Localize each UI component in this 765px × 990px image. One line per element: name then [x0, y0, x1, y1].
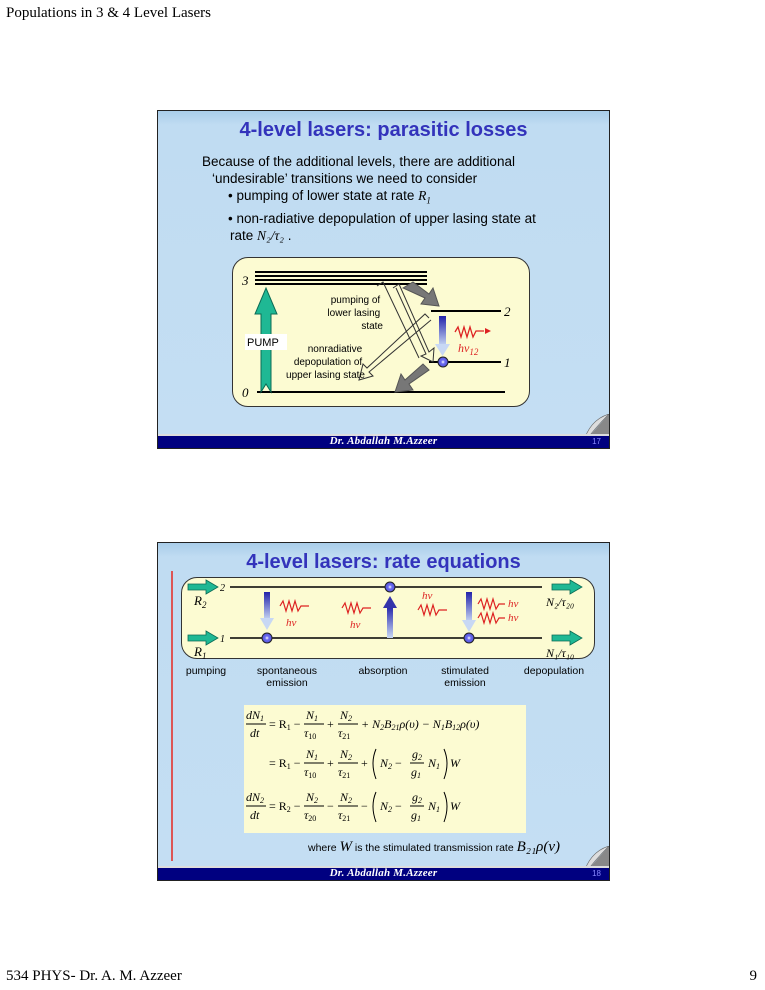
atom-icon: [438, 357, 448, 367]
bullet-text: .: [284, 227, 292, 243]
svg-text:τ21: τ21: [338, 808, 351, 823]
note-text: where: [308, 842, 340, 854]
bullet-text: • pumping of lower state at rate: [228, 188, 419, 203]
bullet-continuation: [202, 227, 602, 244]
svg-text:τ10: τ10: [304, 726, 317, 741]
svg-text:dN1: dN1: [246, 708, 265, 723]
slide-number: 18: [592, 869, 601, 878]
page-header: Populations in 3 & 4 Level Lasers: [6, 5, 211, 21]
photon-wave-icon: [478, 599, 505, 609]
svg-text:g2: g2: [412, 747, 422, 762]
level-3-lines: [255, 272, 427, 284]
svg-text:g1: g1: [411, 765, 421, 780]
bullet-item: [202, 187, 602, 210]
math-expr: B₂₁ρ(ν): [516, 839, 561, 855]
annotation-nonradiative: nonradiative depopulation of upper lasing state: [286, 344, 365, 381]
slide-title: 4-level lasers: rate equations: [246, 551, 521, 573]
down-arrow-icon: [462, 620, 476, 632]
pump-arrow-icon: [188, 631, 218, 645]
body-line: ‘undesirable’ transitions we need to consider: [212, 171, 478, 186]
footer-author: Dr. Abdallah M.Azzeer: [329, 867, 438, 879]
level-label: 1: [504, 355, 511, 370]
annotation-pumping-lower: pumping of lower lasing state: [327, 295, 383, 332]
photon-label: hν: [350, 619, 361, 631]
svg-text:N2 −: N2 −: [380, 756, 402, 771]
depopulation-arrow-icon: [552, 580, 582, 594]
svg-text:N1: N1: [306, 747, 319, 762]
svg-text:N2: N2: [340, 708, 353, 723]
slide-footer: [158, 434, 609, 448]
photon-wave-icon: [342, 603, 371, 613]
body-line: Because of the additional levels, there are additional: [202, 154, 515, 169]
svg-text:dt: dt: [250, 726, 260, 740]
energy-level-svg: [233, 258, 531, 408]
svg-text:N1: N1: [428, 799, 441, 814]
svg-text:N2: N2: [340, 747, 353, 762]
level-label: 2: [504, 304, 511, 319]
photon-wave-icon: [418, 605, 447, 615]
page-footer-left: 534 PHYS- Dr. A. M. Azzeer: [6, 968, 182, 984]
down-arrow-icon: [260, 618, 274, 630]
accent-bar: [171, 571, 173, 861]
process-label: depopulation: [523, 665, 585, 677]
pump-label: PUMP: [247, 337, 279, 349]
level-label: 0: [242, 385, 249, 400]
bullet-item: • non-radiative depopulation of upper lasing state at: [228, 210, 536, 226]
svg-text:dt: dt: [250, 808, 260, 822]
energy-level-diagram: [232, 257, 530, 407]
photon-wave-icon: [280, 601, 309, 611]
slide-number: 17: [592, 437, 601, 446]
pump-arrow-icon: [188, 580, 218, 594]
svg-text:+: +: [327, 756, 334, 770]
svg-text:W: W: [450, 799, 460, 813]
bullet-text: rate: [230, 227, 258, 243]
svg-text:N2 −: N2 −: [380, 799, 402, 814]
svg-text:g1: g1: [411, 808, 421, 823]
process-label: spontaneous emission: [256, 665, 318, 689]
rate-process-svg: [182, 578, 596, 660]
svg-text:τ21: τ21: [338, 726, 351, 741]
slide-17: [157, 110, 610, 449]
svg-text:−: −: [327, 799, 334, 813]
svg-text:τ21: τ21: [338, 765, 351, 780]
note-text: is the stimulated transmission rate: [352, 842, 517, 854]
lasing-transition-arrow-icon: [435, 316, 450, 356]
rate-label: $R_2$: [194, 593, 207, 610]
atom-icon: [385, 582, 395, 592]
depopulation-arrow-icon: [552, 631, 582, 645]
svg-text:= R1 −: = R1 −: [269, 756, 301, 771]
svg-text:τ10: τ10: [304, 765, 317, 780]
photon-label: hν: [422, 590, 433, 602]
rate-process-diagram: [181, 577, 595, 659]
footer-author: Dr. Abdallah M.Azzeer: [329, 435, 438, 447]
equations-svg: [244, 705, 526, 833]
photon-label: hν: [508, 598, 519, 610]
photon-label: hν: [286, 617, 297, 629]
rate-equations: [244, 705, 526, 833]
svg-text:= R1 −: = R1 −: [269, 717, 301, 732]
level-label: 1: [220, 634, 225, 645]
math-expr: N₂/τ₂: [257, 227, 284, 243]
process-label: absorption: [358, 665, 408, 677]
svg-text:W: W: [450, 756, 460, 770]
svg-text:N2: N2: [306, 790, 319, 805]
photon-label: $h\nu_{12}$: [458, 341, 479, 357]
up-arrow-icon: [383, 596, 397, 608]
svg-text:+ N2B21ρ(υ) − N1B12ρ(υ): + N2B21ρ(υ) − N1B12ρ(υ): [361, 717, 480, 732]
svg-text:N2: N2: [340, 790, 353, 805]
slide-18: [157, 542, 610, 881]
svg-text:= R2 −: = R2 −: [269, 799, 301, 814]
slide-title: 4-level lasers: parasitic losses: [239, 119, 528, 141]
process-label: stimulated emission: [441, 665, 489, 689]
slide-footer: [158, 866, 609, 880]
atom-icon: [464, 633, 474, 643]
depopulation-label: N₁/τ₁₀: [546, 646, 575, 660]
slide-body: [202, 153, 602, 244]
photon-wave-icon: [455, 327, 484, 337]
level-label: 2: [220, 583, 225, 594]
svg-text:dN2: dN2: [246, 790, 265, 805]
math-sub: 1: [426, 195, 431, 206]
decay-arrow-icon: [395, 282, 439, 392]
page-number: 9: [749, 968, 757, 984]
svg-text:N1: N1: [428, 756, 441, 771]
photon-label: hν: [508, 612, 519, 624]
math-var: R: [418, 188, 427, 203]
math-var: W: [339, 839, 353, 855]
depopulation-label: N₂/τ₂₀: [546, 595, 575, 609]
svg-text:+: +: [327, 717, 334, 731]
level-label: 3: [242, 273, 249, 288]
rate-label: $R_1$: [194, 644, 207, 660]
svg-text:τ20: τ20: [304, 808, 317, 823]
svg-text:+: +: [361, 756, 368, 770]
photon-wave-icon: [478, 613, 505, 623]
svg-text:g2: g2: [412, 790, 422, 805]
process-label: pumping: [185, 665, 227, 677]
svg-text:−: −: [361, 799, 368, 813]
where-note: [308, 839, 560, 856]
svg-text:N1: N1: [306, 708, 319, 723]
atom-icon: [262, 633, 272, 643]
